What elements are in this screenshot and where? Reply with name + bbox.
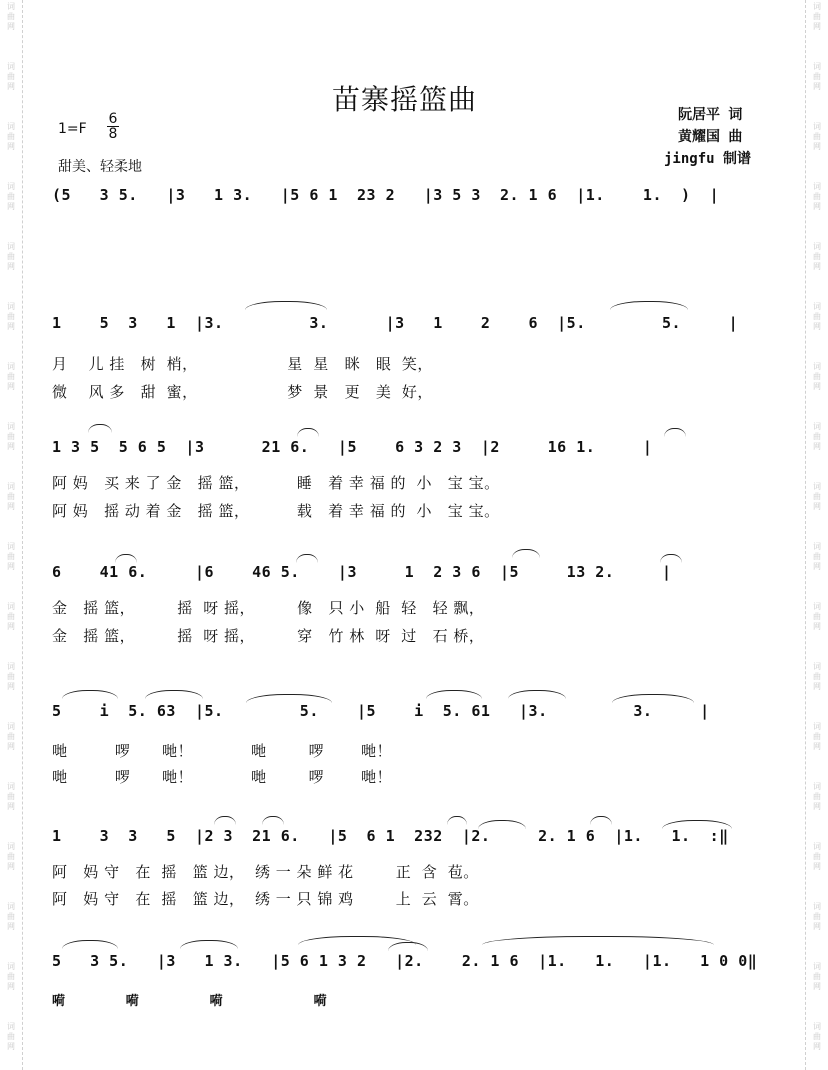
watermark-glyph: 曲: [813, 792, 821, 801]
watermark-glyph-group: [809, 2, 825, 32]
watermark-glyph: 词: [813, 182, 821, 191]
slur-mark: [590, 816, 612, 825]
watermark-glyph-group: [809, 422, 825, 452]
slur-mark: [296, 554, 318, 563]
expression-marking: 甜美、轻柔地: [58, 159, 142, 175]
watermark-glyph: 词: [7, 182, 15, 191]
watermark-glyph: 网: [7, 262, 15, 271]
watermark-glyph: 曲: [7, 12, 15, 21]
watermark-glyph: 网: [813, 622, 821, 631]
watermark-glyph: 词: [7, 782, 15, 791]
watermark-glyph: 曲: [7, 612, 15, 621]
watermark-glyph-group: [809, 842, 825, 872]
watermark-glyph: 曲: [7, 192, 15, 201]
watermark-glyph: 词: [7, 2, 15, 11]
watermark-glyph-group: [3, 362, 19, 392]
watermark-glyph: 曲: [813, 492, 821, 501]
time-signature-top: 6: [108, 111, 118, 127]
watermark-glyph-group: [809, 1022, 825, 1052]
watermark-glyph: 网: [813, 982, 821, 991]
watermark-glyph: 网: [813, 682, 821, 691]
watermark-glyph: 词: [813, 2, 821, 11]
slur-mark: [262, 816, 284, 825]
watermark-glyph-group: [3, 782, 19, 812]
watermark-glyph: 曲: [813, 132, 821, 141]
watermark-glyph-group: [809, 962, 825, 992]
watermark-glyph: 词: [7, 242, 15, 251]
slur-mark: [660, 554, 682, 563]
slur-mark: [88, 424, 112, 433]
watermark-glyph: 曲: [7, 1032, 15, 1041]
watermark-glyph: 曲: [7, 252, 15, 261]
watermark-glyph-group: [3, 182, 19, 212]
watermark-glyph: 网: [813, 262, 821, 271]
watermark-glyph-group: [3, 542, 19, 572]
slur-mark: [62, 940, 118, 949]
watermark-glyph: 网: [7, 22, 15, 31]
watermark-glyph: 网: [813, 742, 821, 751]
watermark-glyph: 网: [7, 982, 15, 991]
watermark-glyph: 网: [7, 742, 15, 751]
watermark-glyph-group: [3, 422, 19, 452]
tie-mark: [482, 936, 714, 945]
watermark-glyph: 词: [7, 722, 15, 731]
lyric-line-6-verse-2: 阿 妈 守 在 摇 篮 边， 绣 一 只 锦 鸡 上 云 霄。: [52, 890, 479, 908]
watermark-glyph: 网: [7, 1042, 15, 1051]
watermark-glyph: 曲: [813, 12, 821, 21]
watermark-glyph: 网: [813, 562, 821, 571]
lyric-line-7: 嗬 嗬 嗬 嗬: [52, 994, 328, 1009]
watermark-glyph: 曲: [7, 432, 15, 441]
watermark-glyph: 曲: [7, 552, 15, 561]
watermark-glyph-group: [3, 602, 19, 632]
watermark-glyph: 网: [7, 382, 15, 391]
watermark-glyph-group: [3, 242, 19, 272]
watermark-glyph: 网: [7, 202, 15, 211]
lyric-line-5-verse-1: 哋 啰 哋！ 哋 啰 哋！: [52, 742, 392, 760]
lyric-line-2-verse-2: 微 风 多 甜 蜜， 梦 景 更 美 好，: [52, 383, 433, 401]
slur-mark: [62, 690, 118, 699]
watermark-glyph: 曲: [7, 492, 15, 501]
watermark-glyph: 词: [7, 902, 15, 911]
tie-mark: [245, 301, 327, 310]
watermark-glyph-group: [809, 542, 825, 572]
watermark-glyph-group: [809, 782, 825, 812]
watermark-glyph: 曲: [813, 372, 821, 381]
watermark-glyph-group: [809, 722, 825, 752]
lyric-line-4-verse-2: 金 摇 篮， 摇 呀 摇， 穿 竹 林 呀 过 石 桥，: [52, 627, 485, 645]
watermark-glyph-group: [809, 482, 825, 512]
watermark-glyph: 词: [813, 662, 821, 671]
lyric-line-4-verse-1: 金 摇 篮， 摇 呀 摇， 像 只 小 船 轻 轻 飘，: [52, 599, 485, 617]
notation-line-2: 1 5 3 1 |3. 3. |3 1 2 6 |5. 5. |: [52, 314, 739, 332]
watermark-glyph: 曲: [813, 72, 821, 81]
watermark-glyph: 网: [7, 562, 15, 571]
watermark-glyph: 词: [813, 242, 821, 251]
watermark-glyph-group: [3, 302, 19, 332]
watermark-glyph: 网: [813, 862, 821, 871]
watermark-glyph: 网: [7, 802, 15, 811]
watermark-glyph: 词: [813, 962, 821, 971]
watermark-glyph: 词: [7, 62, 15, 71]
watermark-glyph-group: [809, 62, 825, 92]
watermark-glyph-group: [3, 1022, 19, 1052]
watermark-glyph-group: [809, 302, 825, 332]
notation-line-6: 1 3 3 5 |2 3 21 6. |5 6 1 232 |2. 2. 1 6 |1. 1. :‖: [52, 827, 729, 845]
watermark-glyph-group: [809, 602, 825, 632]
watermark-glyph: 词: [7, 122, 15, 131]
slur-mark: [426, 690, 482, 699]
watermark-glyph-group: [809, 122, 825, 152]
watermark-glyph-group: [3, 902, 19, 932]
typesetter-credit: jingfu 制谱: [664, 151, 752, 167]
watermark-glyph: 曲: [7, 72, 15, 81]
watermark-glyph-group: [3, 482, 19, 512]
watermark-glyph: 网: [7, 442, 15, 451]
slur-mark: [664, 428, 686, 437]
watermark-glyph: 词: [7, 1022, 15, 1031]
watermark-glyph: 网: [7, 142, 15, 151]
watermark-glyph: 网: [7, 682, 15, 691]
notation-line-4: 6 41 6. |6 46 5. |3 1 2 3 6 |5 13 2. |: [52, 563, 672, 581]
watermark-glyph: 网: [813, 502, 821, 511]
tie-mark: [388, 942, 428, 951]
watermark-glyph: 曲: [7, 132, 15, 141]
watermark-glyph-group: [809, 182, 825, 212]
lyricist-credit: 阮居平 词: [678, 107, 743, 123]
watermark-glyph: 网: [7, 922, 15, 931]
slur-mark: [297, 428, 319, 437]
watermark-glyph: 网: [813, 922, 821, 931]
key-signature: 1=F: [58, 121, 87, 137]
watermark-glyph: 曲: [813, 912, 821, 921]
score-title: 苗寨摇篮曲: [332, 83, 478, 116]
watermark-glyph: 曲: [813, 552, 821, 561]
watermark-glyph-group: [3, 722, 19, 752]
watermark-glyph-group: [3, 2, 19, 32]
watermark-glyph: 词: [7, 542, 15, 551]
slur-mark: [145, 690, 203, 699]
time-signature: [107, 112, 119, 141]
watermark-glyph: 词: [813, 602, 821, 611]
lyric-line-5-verse-2: 哋 啰 哋！ 哋 啰 哋！: [52, 768, 392, 786]
slur-mark: [512, 549, 540, 558]
watermark-glyph: 曲: [7, 852, 15, 861]
watermark-glyph: 词: [813, 722, 821, 731]
watermark-glyph: 曲: [7, 312, 15, 321]
watermark-glyph: 词: [7, 362, 15, 371]
watermark-glyph: 词: [7, 482, 15, 491]
watermark-glyph: 曲: [813, 252, 821, 261]
watermark-glyph: 曲: [813, 1032, 821, 1041]
notation-line-5: 5 i 5. 63 |5. 5. |5 i 5. 61 |3. 3. |: [52, 702, 710, 720]
watermark-glyph: 网: [7, 862, 15, 871]
watermark-glyph: 词: [7, 842, 15, 851]
watermark-glyph: 曲: [7, 372, 15, 381]
watermark-glyph: 曲: [813, 192, 821, 201]
watermark-glyph: 曲: [7, 972, 15, 981]
tie-mark: [610, 301, 688, 310]
watermark-glyph: 曲: [7, 912, 15, 921]
watermark-glyph: 网: [7, 82, 15, 91]
lyric-line-2-verse-1: 月 儿 挂 树 梢， 星 星 眯 眼 笑，: [52, 355, 433, 373]
slur-mark: [508, 690, 566, 699]
time-signature-bottom: 8: [108, 126, 118, 142]
watermark-glyph: 网: [813, 22, 821, 31]
watermark-glyph: 网: [813, 202, 821, 211]
slur-mark: [115, 554, 137, 563]
watermark-glyph-group: [3, 62, 19, 92]
watermark-glyph-group: [3, 662, 19, 692]
slur-mark: [180, 940, 238, 949]
watermark-glyph: 网: [7, 622, 15, 631]
watermark-glyph: 网: [813, 802, 821, 811]
watermark-glyph-group: [3, 842, 19, 872]
watermark-glyph: 词: [813, 422, 821, 431]
watermark-glyph: 曲: [813, 852, 821, 861]
watermark-glyph-group: [809, 662, 825, 692]
watermark-glyph: 网: [813, 442, 821, 451]
watermark-glyph: 词: [7, 962, 15, 971]
watermark-glyph: 词: [813, 482, 821, 491]
slur-mark: [447, 816, 467, 825]
watermark-glyph-group: [3, 122, 19, 152]
watermark-glyph: 网: [7, 322, 15, 331]
watermark-glyph: 网: [7, 502, 15, 511]
watermark-glyph: 曲: [7, 792, 15, 801]
watermark-glyph: 词: [813, 362, 821, 371]
watermark-glyph: 词: [813, 122, 821, 131]
watermark-glyph: 词: [7, 302, 15, 311]
watermark-glyph-group: [809, 902, 825, 932]
watermark-glyph: 词: [813, 302, 821, 311]
watermark-glyph: 网: [813, 82, 821, 91]
watermark-glyph: 曲: [813, 432, 821, 441]
notation-line-1: (5 3 5. |3 1 3. |5 6 1 23 2 |3 5 3 2. 1 6 |1. 1. ) |: [52, 186, 720, 204]
watermark-glyph: 词: [7, 662, 15, 671]
watermark-glyph: 网: [813, 322, 821, 331]
lyric-line-6-verse-1: 阿 妈 守 在 摇 篮 边， 绣 一 朵 鲜 花 正 含 苞。: [52, 863, 479, 881]
slur-mark: [214, 816, 236, 825]
watermark-glyph: 网: [813, 142, 821, 151]
watermark-glyph-group: [809, 362, 825, 392]
watermark-glyph-group: [809, 242, 825, 272]
notation-line-7: 5 3 5. |3 1 3. |5 6 1 3 2 |2. 2. 1 6 |1. 1. |1. 1 0 0‖: [52, 952, 758, 970]
watermark-glyph: 曲: [813, 732, 821, 741]
watermark-glyph: 词: [813, 902, 821, 911]
lyric-line-3-verse-1: 阿 妈 买 来 了 金 摇 篮， 睡 着 幸 福 的 小 宝 宝。: [52, 474, 500, 492]
watermark-glyph: 网: [813, 1042, 821, 1051]
watermark-glyph: 词: [7, 602, 15, 611]
watermark-glyph: 网: [813, 382, 821, 391]
watermark-glyph: 词: [813, 782, 821, 791]
watermark-glyph: 曲: [813, 672, 821, 681]
watermark-glyph: 词: [7, 422, 15, 431]
watermark-glyph: 曲: [813, 312, 821, 321]
watermark-glyph: 曲: [7, 732, 15, 741]
watermark-glyph: 词: [813, 62, 821, 71]
notation-line-3: 1 3 5 5 6 5 |3 21 6. |5 6 3 2 3 |2 16 1. |: [52, 438, 653, 456]
watermark-glyph-group: [3, 962, 19, 992]
watermark-glyph: 词: [813, 1022, 821, 1031]
composer-credit: 黄耀国 曲: [678, 129, 743, 145]
watermark-glyph: 曲: [813, 972, 821, 981]
watermark-glyph: 曲: [813, 612, 821, 621]
watermark-glyph: 词: [813, 842, 821, 851]
watermark-glyph: 词: [813, 542, 821, 551]
watermark-glyph: 曲: [7, 672, 15, 681]
lyric-line-3-verse-2: 阿 妈 摇 动 着 金 摇 篮， 载 着 幸 福 的 小 宝 宝。: [52, 502, 500, 520]
